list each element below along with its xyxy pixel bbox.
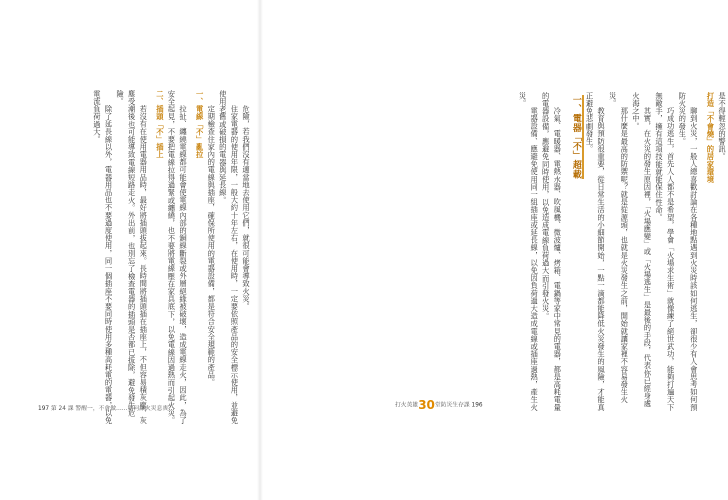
right-page xyxy=(260,0,727,500)
section-heading: 一、電線「不」亂拉 xyxy=(195,90,205,159)
left-page-number: 197 xyxy=(38,406,50,412)
subsection-heading: 一、電器「不」超載 xyxy=(569,95,584,179)
section-heading: 二、插頭「不」插上 xyxy=(155,90,165,159)
left-page-text-column xyxy=(56,90,252,428)
right-page-number: 196 xyxy=(471,402,483,409)
book-title-suffix: 堂防災生存課 xyxy=(434,402,470,409)
book-title-number: 30 xyxy=(418,398,435,412)
body-paragraph: 是不得輕忽的警訊。 xyxy=(718,92,727,161)
left-chapter-title: 警醒一，不會做……如何讓火災息喪？ xyxy=(75,406,174,412)
body-paragraph: 定期檢查住家內的電線與插座，確保所使用的電器設備，都是符合安全規範的產品。 xyxy=(207,104,217,386)
body-paragraph: 巧成功逃生，首先人人都不是希望，學會「火場求生術」就像練了絕世武功，能夠打遍天下無敵手，擁有這項技能就能保住性命。 xyxy=(655,92,676,411)
body-paragraph: 教育與預防很重要，從日常生活的小細節開始，一點一滴都能降低火災發生的風險，才能真正避免悲劇發生。 xyxy=(585,92,607,411)
body-paragraph: 若沒有在使用電器用品時，最好將插頭拔起來。長時間將插頭插在插座上，不但容易積灰塵，灰塵受潮後也可能導致電線短路走火。外出前，也別忘了檢查電器的插頭是否都已拔除，避免發生危險。 xyxy=(116,90,149,424)
left-page xyxy=(0,0,260,500)
right-page-footer xyxy=(395,398,483,412)
section-heading: 打造「不會燒」的居家環境 xyxy=(706,92,716,184)
right-page-text-column xyxy=(518,92,728,412)
body-paragraph: 電器設備、應避免使用同一組插座或延長線，以免因負荷過大造成電線或插座過熱，產生火災。 xyxy=(518,92,540,411)
body-paragraph: 那什麼是最高的防禦呢？就是從源頭，也就是火災發生之前，開始就讓家裡不容易發生火災。 xyxy=(608,92,630,403)
body-paragraph: 住家電器的使用年限，一般大約十年左右，在使用時，一定要依照產品的安全標示使用，並避免使用老舊或破損的電器與延長線。 xyxy=(218,90,240,424)
left-page-footer xyxy=(38,403,174,412)
left-chapter-label: 第 24 課 xyxy=(50,406,74,412)
book-title-prefix: 打火英雄 xyxy=(395,402,419,409)
body-paragraph: 冷氣、電暖器、電熱水器、吹風機、微波爐、烤箱、電鍋等家中常見的電器，都是高耗電量的電器設備，應避免同時使用，以免造成電線負荷過大而引發火災。 xyxy=(541,92,563,411)
body-paragraph: 聊到火災，一般人總喜歡討論在各種地點遇到火災時該如何逃生，卻很少有人會思考如何預防火災的發生。 xyxy=(678,92,699,411)
body-paragraph: 危險，若我們沒有適當地去使用它們，就很可能會導致火災。 xyxy=(242,104,251,310)
body-paragraph: 其實，在火災的發生原因裡，「火場應變」或「火場逃生」是最後的手段，代表你已經身處火海之中。 xyxy=(631,92,653,407)
body-paragraph: 除了延長線以外，電器用品也不要過度使用，同一個插座不要同時使用多種高耗電的電器，以免電流負荷過大。 xyxy=(92,90,114,424)
body-paragraph: 拉扯、纏繞電線都可能會使電線內部的銅線斷裂或外層絕緣被破壞，造成電線走火，因此，為了安全起見，不要把電線拉得過緊或纏繞，也不要將電線壓在家具底下，以免電線因過熱而引起火災。 xyxy=(167,90,189,425)
